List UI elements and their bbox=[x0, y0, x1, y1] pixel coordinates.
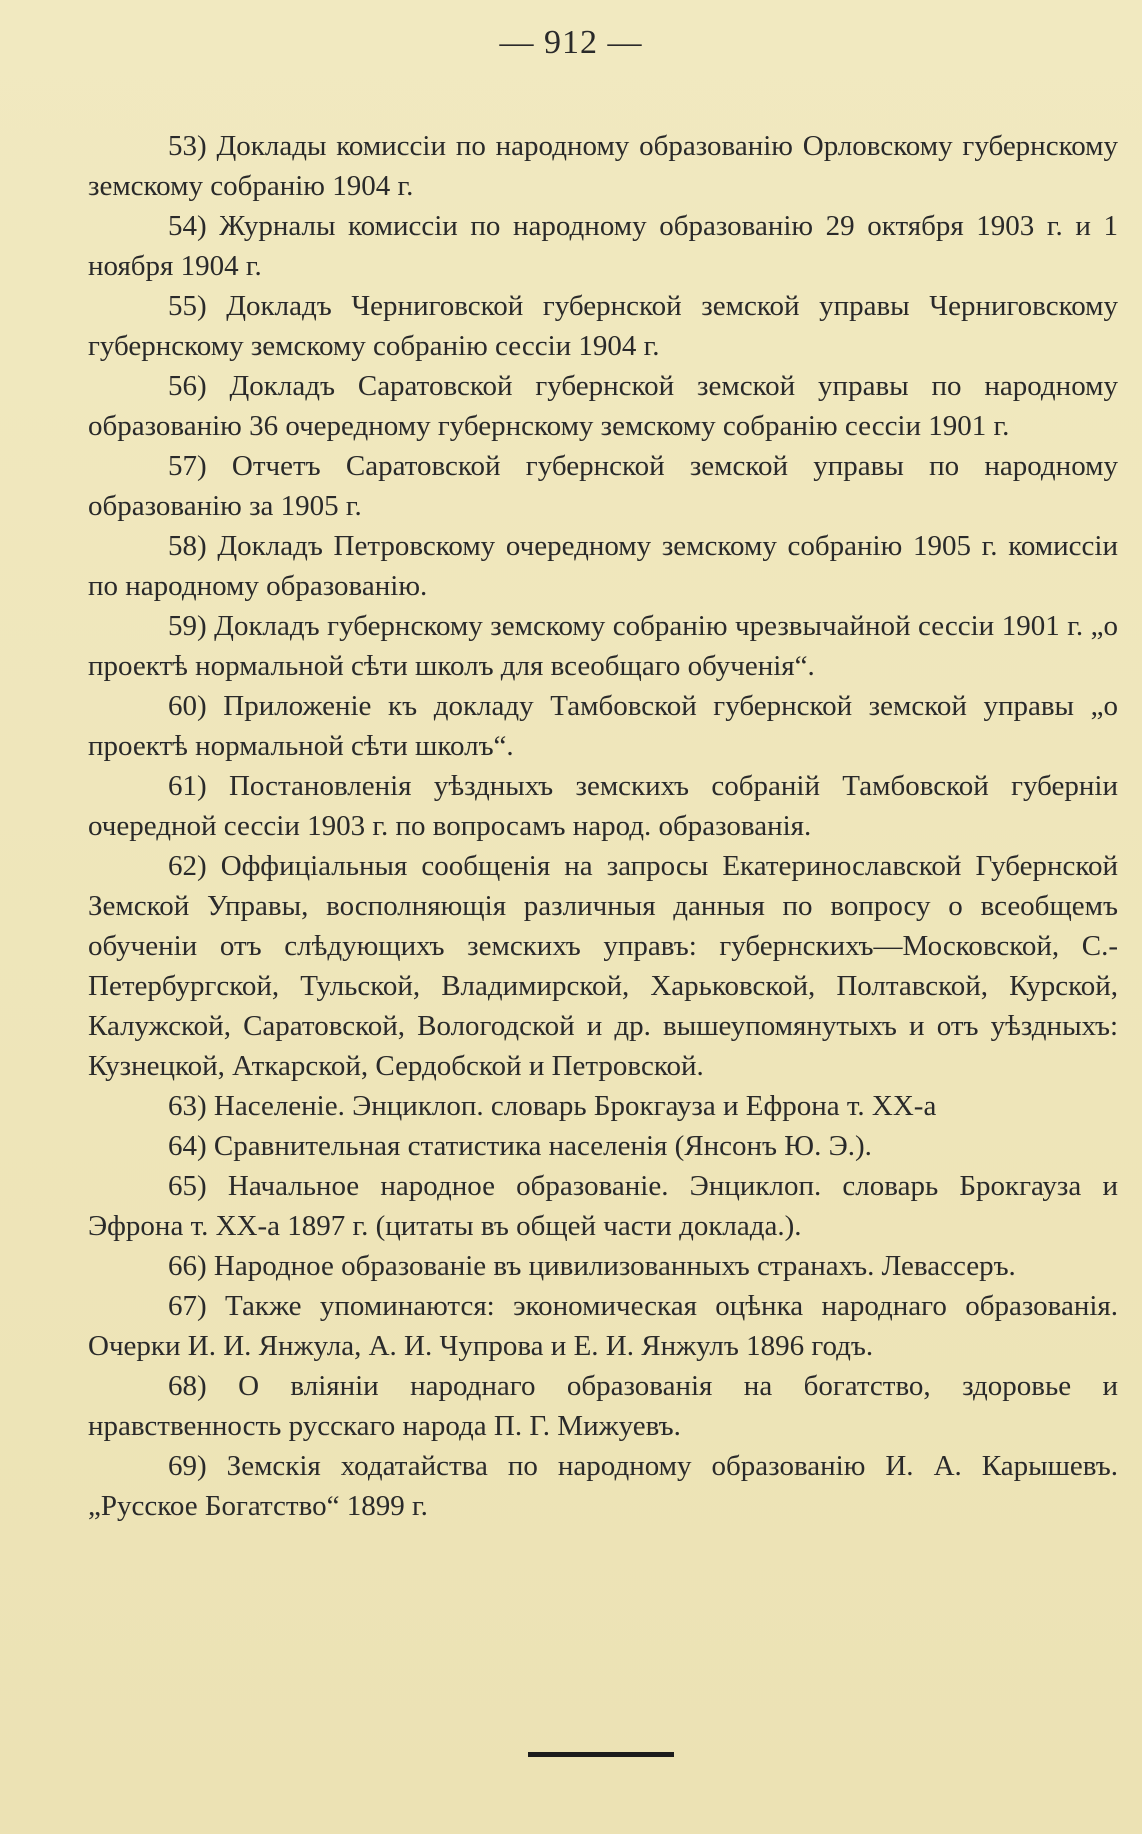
reference-entry: 69) Земскія ходатайства по народному образованію И. А. Карышевъ. „Русское Богатство“ 1899 г. bbox=[88, 1450, 1118, 1522]
reference-entry: 67) Также упоминаются: экономическая оцѣнка народнаго образованія. Очерки И. И. Янжула, А. И. Чупрова и Е. И. Янжулъ 1896 годъ. bbox=[88, 1290, 1118, 1362]
reference-entry: 56) Докладъ Саратовской губернской земской управы по народному образованію 36 очередному губернскому земскому собранію сессіи 1901 г. bbox=[88, 370, 1118, 442]
reference-entry: 64) Сравнительная статистика населенія (Янсонъ Ю. Э.). bbox=[168, 1130, 872, 1162]
reference-entry: 59) Докладъ губернскому земскому собранію чрезвычайной сессіи 1901 г. „о проектѣ нормальной сѣти школъ для всеобщаго обученія“. bbox=[88, 610, 1118, 682]
reference-entry: 65) Начальное народное образованіе. Энциклоп. словарь Брокгауза и Эфрона т. XX-а 1897 г. (цитаты въ общей части доклада.). bbox=[88, 1170, 1118, 1242]
reference-entry: 66) Народное образованіе въ цивилизованныхъ странахъ. Левассеръ. bbox=[168, 1250, 1016, 1282]
reference-entry: 68) О вліяніи народнаго образованія на богатство, здоровье и нравственность русскаго народа П. Г. Мижуевъ. bbox=[88, 1370, 1118, 1442]
closing-rule bbox=[528, 1752, 674, 1757]
reference-list bbox=[88, 126, 1118, 1526]
reference-entry: 60) Приложеніе къ докладу Тамбовской губернской земской управы „о проектѣ нормальной сѣти школъ“. bbox=[88, 690, 1118, 762]
reference-entry: 55) Докладъ Черниговской губернской земской управы Черниговскому губернскому земскому собранію сессіи 1904 г. bbox=[88, 290, 1118, 362]
reference-entry: 54) Журналы комиссіи по народному образованію 29 октября 1903 г. и 1 ноября 1904 г. bbox=[88, 210, 1118, 282]
reference-entry: 63) Населеніе. Энциклоп. словарь Брокгауза и Ефрона т. XX-а bbox=[168, 1090, 937, 1122]
page-number: — 912 — bbox=[499, 24, 643, 61]
reference-entry: 57) Отчетъ Саратовской губернской земской управы по народному образованію за 1905 г. bbox=[88, 450, 1118, 522]
reference-entry: 62) Оффиціальныя сообщенія на запросы Екатеринославской Губернской Земской Управы, восполняющія различныя данныя по вопросу о всеобщемъ обученіи отъ слѣдующихъ земскихъ управъ: губернскихъ—Московской, С.-Петербургской, Тульской, Владимирской, Харьковской, Полтавской, Курской, Калужской, Саратовской, Вологодской и др. вышеупомянутыхъ и отъ уѣздныхъ: Кузнецкой, Аткарской, Сердобской и Петровской. bbox=[88, 850, 1118, 1082]
reference-entry: 61) Постановленія уѣздныхъ земскихъ собраній Тамбовской губерніи очередной сессіи 1903 г. по вопросамъ народ. образованія. bbox=[88, 770, 1118, 842]
reference-entry: 58) Докладъ Петровскому очередному земскому собранію 1905 г. комиссіи по народному образованію. bbox=[88, 530, 1118, 602]
reference-entry: 53) Доклады комиссіи по народному образованію Орловскому губернскому земскому собранію 1904 г. bbox=[88, 130, 1118, 202]
